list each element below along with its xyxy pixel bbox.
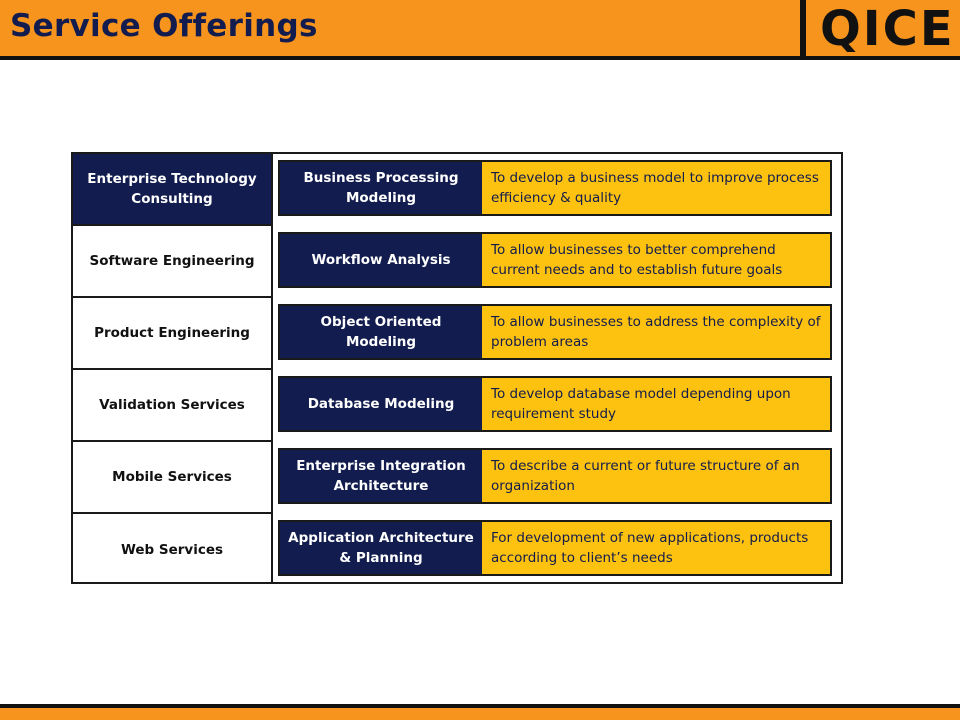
- offering-row: [278, 304, 832, 360]
- offering-name: Object Oriented Modeling: [280, 306, 482, 358]
- service-sidebar: [71, 152, 273, 584]
- header-bar: [0, 0, 960, 60]
- offering-name: Enterprise Integration Architecture: [280, 450, 482, 502]
- sidebar-item-software-engineering[interactable]: Software Engineering: [73, 226, 271, 298]
- offering-description: For development of new applications, products according to client’s needs: [482, 522, 830, 574]
- offering-name: Workflow Analysis: [280, 234, 482, 286]
- footer-bar: [0, 704, 960, 720]
- offering-description: To develop database model depending upon requirement study: [482, 378, 830, 430]
- offering-row: [278, 232, 832, 288]
- offering-description: To develop a business model to improve process efficiency & quality: [482, 162, 830, 214]
- logo: [800, 0, 960, 56]
- logo-text: QICE: [820, 1, 955, 57]
- sidebar-item-validation-services[interactable]: Validation Services: [73, 370, 271, 442]
- offering-name: Application Architecture & Planning: [280, 522, 482, 574]
- sidebar-item-mobile-services[interactable]: Mobile Services: [73, 442, 271, 514]
- page-title: Service Offerings: [10, 8, 318, 44]
- sidebar-item-web-services[interactable]: Web Services: [120, 542, 224, 558]
- offering-name: Business Processing Modeling: [280, 162, 482, 214]
- offering-row: [278, 520, 832, 576]
- offering-description: To allow businesses to better comprehend current needs and to establish future goals: [482, 234, 830, 286]
- sidebar-item-product-engineering[interactable]: Product Engineering: [73, 298, 271, 370]
- offering-description: To describe a current or future structure of an organization: [482, 450, 830, 502]
- offering-row: [278, 376, 832, 432]
- offering-row: [278, 448, 832, 504]
- offering-description: To allow businesses to address the complexity of problem areas: [482, 306, 830, 358]
- offering-name: Database Modeling: [280, 378, 482, 430]
- offering-row: [278, 160, 832, 216]
- sidebar-item-enterprise-technology-consulting[interactable]: Enterprise Technology Consulting: [73, 154, 271, 226]
